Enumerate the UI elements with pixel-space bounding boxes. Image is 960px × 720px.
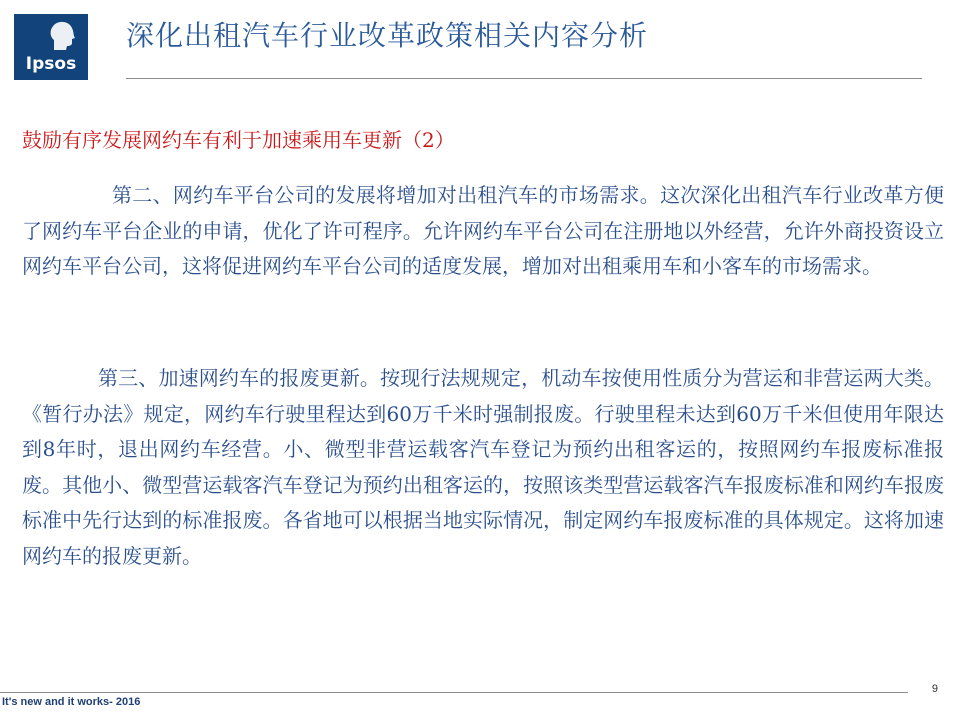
body-paragraph-2: 第三、加速网约车的报废更新。按现行法规规定，机动车按使用性质分为营运和非营运两大类。《暂行办法》规定，网约车行驶里程达到60万千米时强制报废。行驶里程未达到60万千米但使用年限达到8年时，退出网约车经营。小、微型非营运载客汽车登记为预约出租客运的，按照网约车报废标准报废。其他小、微型营运载客汽车登记为预约出租客运的，按照该类型营运载客汽车报废标准和网约车报废标准中先行达到的标准报废。各省地可以根据当地实际情况，制定网约车报废标准的具体规定。这将加速网约车的报废更新。 <box>22 366 944 568</box>
head-silhouette-icon <box>48 20 76 52</box>
footer-tagline: It's new and it works- 2016 <box>2 696 141 708</box>
page-title: 深化出租汽车行业改革政策相关内容分析 <box>126 19 649 52</box>
body-paragraph-1: 第二、网约车平台公司的发展将增加对出租汽车的市场需求。这次深化出租汽车行业改革方便了网约车平台企业的申请，优化了许可程序。允许网约车平台公司在注册地以外经营，允许外商投资设立网约车平台公司，这将促进网约车平台公司的适度发展，增加对出租乘用车和小客车的市场需求。 <box>22 183 944 278</box>
page-number: 9 <box>931 683 938 695</box>
section-heading: 鼓励有序发展网约车有利于加速乘用车更新（2） <box>22 128 455 152</box>
title-divider <box>126 78 922 79</box>
ipsos-logo <box>14 14 88 80</box>
logo-text: Ipsos <box>25 54 77 74</box>
footer-divider <box>0 692 908 693</box>
